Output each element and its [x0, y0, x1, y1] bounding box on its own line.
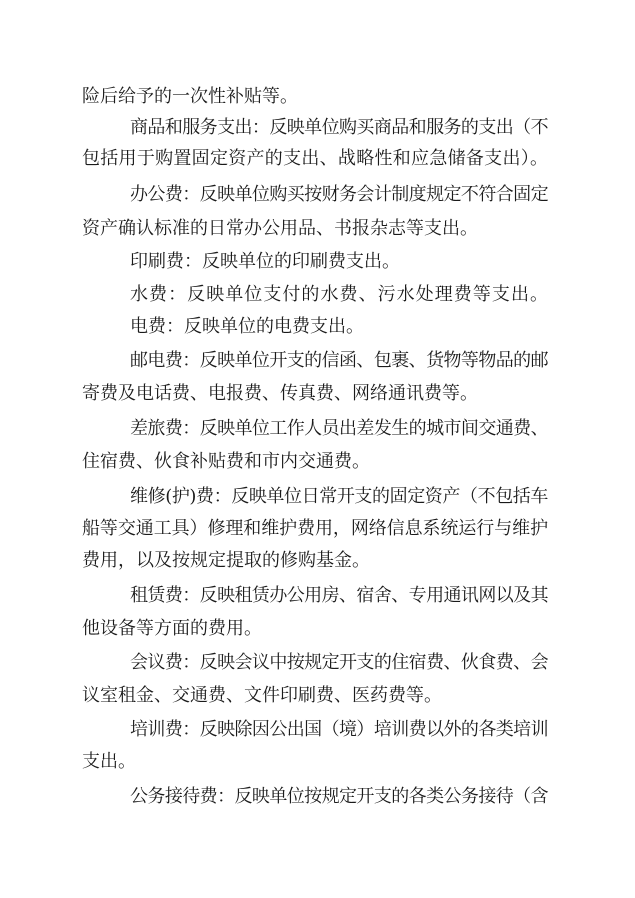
text-line-content: 办公费：反映单位购买按财务会计制度规定不符合固定: [130, 184, 548, 205]
text-line-content: 资产确认标准的日常办公用品、书报杂志等支出。: [82, 218, 478, 239]
paragraph-first-line: [0, 346, 635, 376]
paragraph-first-line: [0, 113, 635, 143]
text-line-content: 水费：反映单位支付的水费、污水处理费等支出。: [130, 284, 550, 305]
text-line-content: 印刷费：反映单位的印刷费支出。: [130, 251, 400, 272]
text-line-content: 包括用于购置固定资产的支出、战略性和应急储备支出）。: [82, 148, 549, 169]
text-line-content: 寄费及电话费、电报费、传真费、网络通讯费等。: [82, 383, 478, 404]
text-line: [0, 144, 635, 174]
paragraph-first-line: [0, 247, 635, 277]
text-line-content: 租赁费：反映租赁办公用房、宿舍、专用通讯网以及其: [130, 585, 548, 606]
text-line-content: 他设备等方面的费用。: [82, 618, 262, 639]
text-line-content: 支出。: [82, 751, 136, 772]
text-line: [0, 379, 635, 409]
text-line-content: 培训费：反映除因公出国（境）培训费以外的各类培训: [130, 719, 548, 740]
text-line-content: 议室租金、交通费、文件印刷费、医药费等。: [82, 685, 442, 706]
text-line-content: 差旅费：反映单位工作人员出差发生的城市间交通费、: [130, 418, 548, 439]
paragraph-first-line: [0, 782, 635, 812]
paragraph-first-line: [0, 414, 635, 444]
paragraph-first-line: [0, 581, 635, 611]
text-line-content: 电费：反映单位的电费支出。: [130, 316, 364, 337]
paragraph-first-line: [0, 312, 635, 342]
text-line-content: 公务接待费：反映单位按规定开支的各类公务接待（含: [130, 786, 548, 807]
text-line: [0, 681, 635, 711]
text-line: [0, 514, 635, 544]
text-line-content: 船等交通工具）修理和维护费用，网络信息系统运行与维护: [82, 518, 548, 539]
text-line: [0, 614, 635, 644]
text-line-content: 住宿费、伙食补贴费和市内交通费。: [82, 451, 370, 472]
text-line: [0, 747, 635, 777]
paragraph-first-line: [0, 180, 635, 210]
paragraph-first-line: [0, 482, 635, 512]
text-line: [0, 546, 635, 576]
text-line-content: 会议费：反映会议中按规定开支的住宿费、伙食费、会: [130, 652, 548, 673]
text-line-content: 费用，以及按规定提取的修购基金。: [82, 550, 370, 571]
text-line-content: 险后给予的一次性补贴等。: [82, 86, 298, 107]
paragraph-first-line: [0, 648, 635, 678]
text-line-content: 维修(护)费：反映单位日常开支的固定资产（不包括车: [130, 486, 548, 507]
paragraph-first-line: [0, 280, 635, 310]
text-line-content: 商品和服务支出：反映单位购买商品和服务的支出（不: [130, 117, 548, 138]
paragraph-first-line: [0, 715, 635, 745]
text-line: [0, 214, 635, 244]
text-line: [0, 447, 635, 477]
text-line: [0, 82, 635, 112]
text-line-content: 邮电费：反映单位开支的信函、包裹、货物等物品的邮: [130, 350, 548, 371]
